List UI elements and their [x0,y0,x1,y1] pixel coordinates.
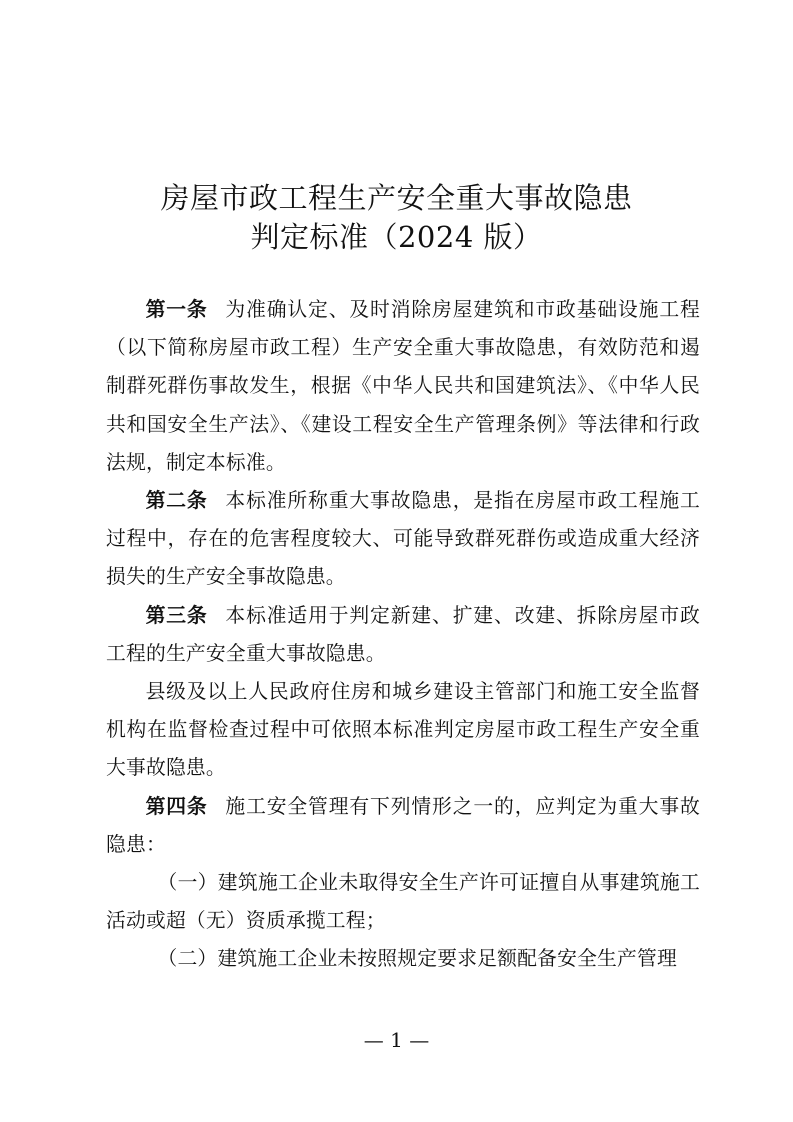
article-4-item-1: （一）建筑施工企业未取得安全生产许可证擅自从事建筑施工活动或超（无）资质承揽工程； [106,871,700,933]
article-1 [106,291,700,482]
article-1-label: 第一条 [145,298,208,321]
document-body [106,291,700,979]
article-2-label: 第二条 [145,489,208,513]
article-3-label: 第三条 [145,603,208,627]
article-3-text: 本标准适用于判定新建、扩建、改建、拆除房屋市政工程的生产安全重大事故隐患。 [106,603,700,665]
article-4-text: 施工安全管理有下列情形之一的，应判定为重大事故隐患： [106,794,700,856]
article-4-label: 第四条 [145,794,208,818]
page-number: — 1 — [363,1028,430,1052]
paragraph-supervision: 县级及以上人民政府住房和城乡建设主管部门和施工安全监督机构在监督检查过程中可依照本标准判定房屋市政工程生产安全重大事故隐患。 [106,680,700,780]
article-4 [106,788,700,864]
article-3 [106,597,700,673]
document-title-line1: 房屋市政工程生产安全重大事故隐患 [160,181,633,215]
article-2-text: 本标准所称重大事故隐患，是指在房屋市政工程施工过程中，存在的危害程度较大、可能导致群死群伤或造成重大经济损失的生产安全事故隐患。 [106,489,700,589]
article-4-item-2: （二）建筑施工企业未按照规定要求足额配备安全生产管理 [157,947,677,971]
document-title-line2: 判定标准（2024 版） [250,220,543,254]
article-1-text: 为准确认定、及时消除房屋建筑和市政基础设施工程（以下简称房屋市政工程）生产安全重大事故隐患，有效防范和遏制群死群伤事故发生，根据《中华人民共和国建筑法》、《中华人民共和国安全生产法》、《建设工程安全生产管理条例》等法律和行政法规，制定本标准。 [106,298,700,474]
article-2 [106,482,700,597]
